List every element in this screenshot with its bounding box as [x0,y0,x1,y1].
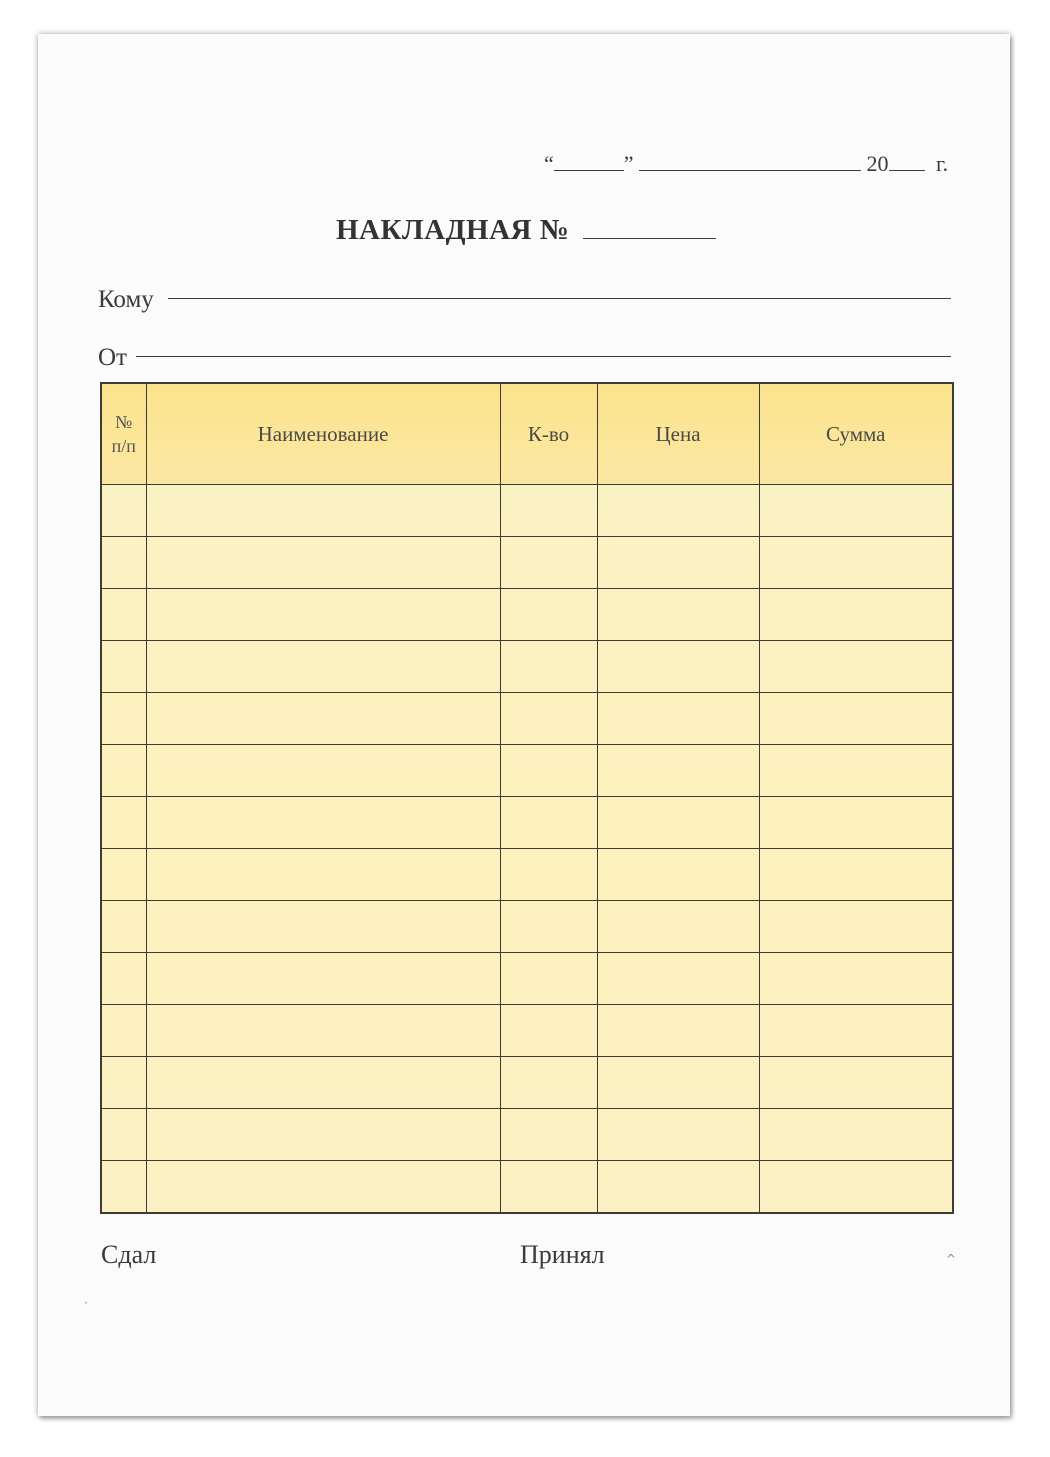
table-row [101,589,953,641]
cell-number[interactable] [101,849,146,901]
cell-number[interactable] [101,1005,146,1057]
document-title-text: НАКЛАДНАЯ № [336,214,570,246]
cell-quantity[interactable] [500,641,597,693]
printer-mark: ^ [946,1252,957,1266]
cell-price[interactable] [597,537,759,589]
cell-quantity[interactable] [500,1109,597,1161]
table-row [101,537,953,589]
date-line [544,150,948,177]
cell-number[interactable] [101,901,146,953]
dust-speck: · [84,1296,88,1310]
day-blank[interactable] [554,150,624,171]
cell-quantity[interactable] [500,849,597,901]
from-field-line[interactable] [136,356,951,357]
invoice-sheet [38,34,1010,1416]
cell-number[interactable] [101,1161,146,1214]
table-body [101,485,953,1214]
invoice-number-blank[interactable] [583,218,716,239]
cell-price[interactable] [597,1005,759,1057]
cell-name[interactable] [146,849,500,901]
date-close-quote: ” [623,151,634,176]
cell-quantity[interactable] [500,1161,597,1214]
cell-number[interactable] [101,1057,146,1109]
cell-sum[interactable] [759,693,953,745]
cell-quantity[interactable] [500,1057,597,1109]
table-row [101,485,953,537]
cell-price[interactable] [597,1109,759,1161]
cell-number[interactable] [101,641,146,693]
cell-sum[interactable] [759,1109,953,1161]
cell-sum[interactable] [759,589,953,641]
cell-price[interactable] [597,953,759,1005]
cell-price[interactable] [597,485,759,537]
cell-price[interactable] [597,589,759,641]
cell-quantity[interactable] [500,953,597,1005]
cell-name[interactable] [146,901,500,953]
goods-table [100,382,954,1214]
cell-name[interactable] [146,589,500,641]
received-label: Принял [520,1240,605,1269]
column-header-price: Цена [597,383,759,485]
cell-name[interactable] [146,641,500,693]
cell-quantity[interactable] [500,537,597,589]
table-row [101,1109,953,1161]
cell-number[interactable] [101,797,146,849]
cell-sum[interactable] [759,485,953,537]
cell-number[interactable] [101,693,146,745]
cell-price[interactable] [597,745,759,797]
cell-name[interactable] [146,485,500,537]
cell-name[interactable] [146,1109,500,1161]
cell-quantity[interactable] [500,693,597,745]
cell-price[interactable] [597,849,759,901]
cell-name[interactable] [146,537,500,589]
cell-sum[interactable] [759,641,953,693]
cell-number[interactable] [101,953,146,1005]
cell-price[interactable] [597,797,759,849]
table-row [101,1161,953,1214]
table-row [101,797,953,849]
column-header-number [101,383,146,485]
table-row [101,641,953,693]
table-row [101,1057,953,1109]
cell-name[interactable] [146,693,500,745]
cell-sum[interactable] [759,901,953,953]
column-header-sum: Сумма [759,383,953,485]
to-label: Кому [98,286,154,313]
cell-sum[interactable] [759,745,953,797]
table-row [101,745,953,797]
cell-quantity[interactable] [500,589,597,641]
cell-name[interactable] [146,953,500,1005]
table-header-row [101,383,953,485]
table-row [101,849,953,901]
cell-quantity[interactable] [500,797,597,849]
cell-sum[interactable] [759,1005,953,1057]
cell-sum[interactable] [759,849,953,901]
cell-name[interactable] [146,1057,500,1109]
cell-number[interactable] [101,745,146,797]
handed-over-label: Сдал [101,1240,157,1269]
cell-price[interactable] [597,1057,759,1109]
cell-number[interactable] [101,589,146,641]
table-row [101,693,953,745]
column-header-quantity: К-во [500,383,597,485]
cell-number[interactable] [101,485,146,537]
cell-quantity[interactable] [500,485,597,537]
column-header-number-line2: п/п [111,436,136,456]
year-suffix: г. [936,151,949,176]
cell-name[interactable] [146,745,500,797]
cell-sum[interactable] [759,797,953,849]
cell-sum[interactable] [759,1161,953,1214]
document-title [336,214,716,247]
cell-quantity[interactable] [500,745,597,797]
year-prefix: 20 [866,151,889,176]
cell-number[interactable] [101,537,146,589]
from-label: От [98,344,127,371]
cell-price[interactable] [597,901,759,953]
cell-name[interactable] [146,1005,500,1057]
column-header-number-line1: № [115,412,133,432]
table-row [101,901,953,953]
table-row [101,1005,953,1057]
column-header-name: Наименование [146,383,500,485]
cell-sum[interactable] [759,537,953,589]
year-blank[interactable] [889,150,925,171]
cell-price[interactable] [597,1161,759,1214]
cell-price[interactable] [597,693,759,745]
cell-quantity[interactable] [500,901,597,953]
cell-sum[interactable] [759,953,953,1005]
cell-name[interactable] [146,1161,500,1214]
date-open-quote: “ [544,151,554,176]
cell-quantity[interactable] [500,1005,597,1057]
table-row [101,953,953,1005]
cell-price[interactable] [597,641,759,693]
cell-number[interactable] [101,1109,146,1161]
cell-sum[interactable] [759,1057,953,1109]
cell-name[interactable] [146,797,500,849]
month-blank[interactable] [639,150,861,171]
to-field-line[interactable] [168,298,951,299]
